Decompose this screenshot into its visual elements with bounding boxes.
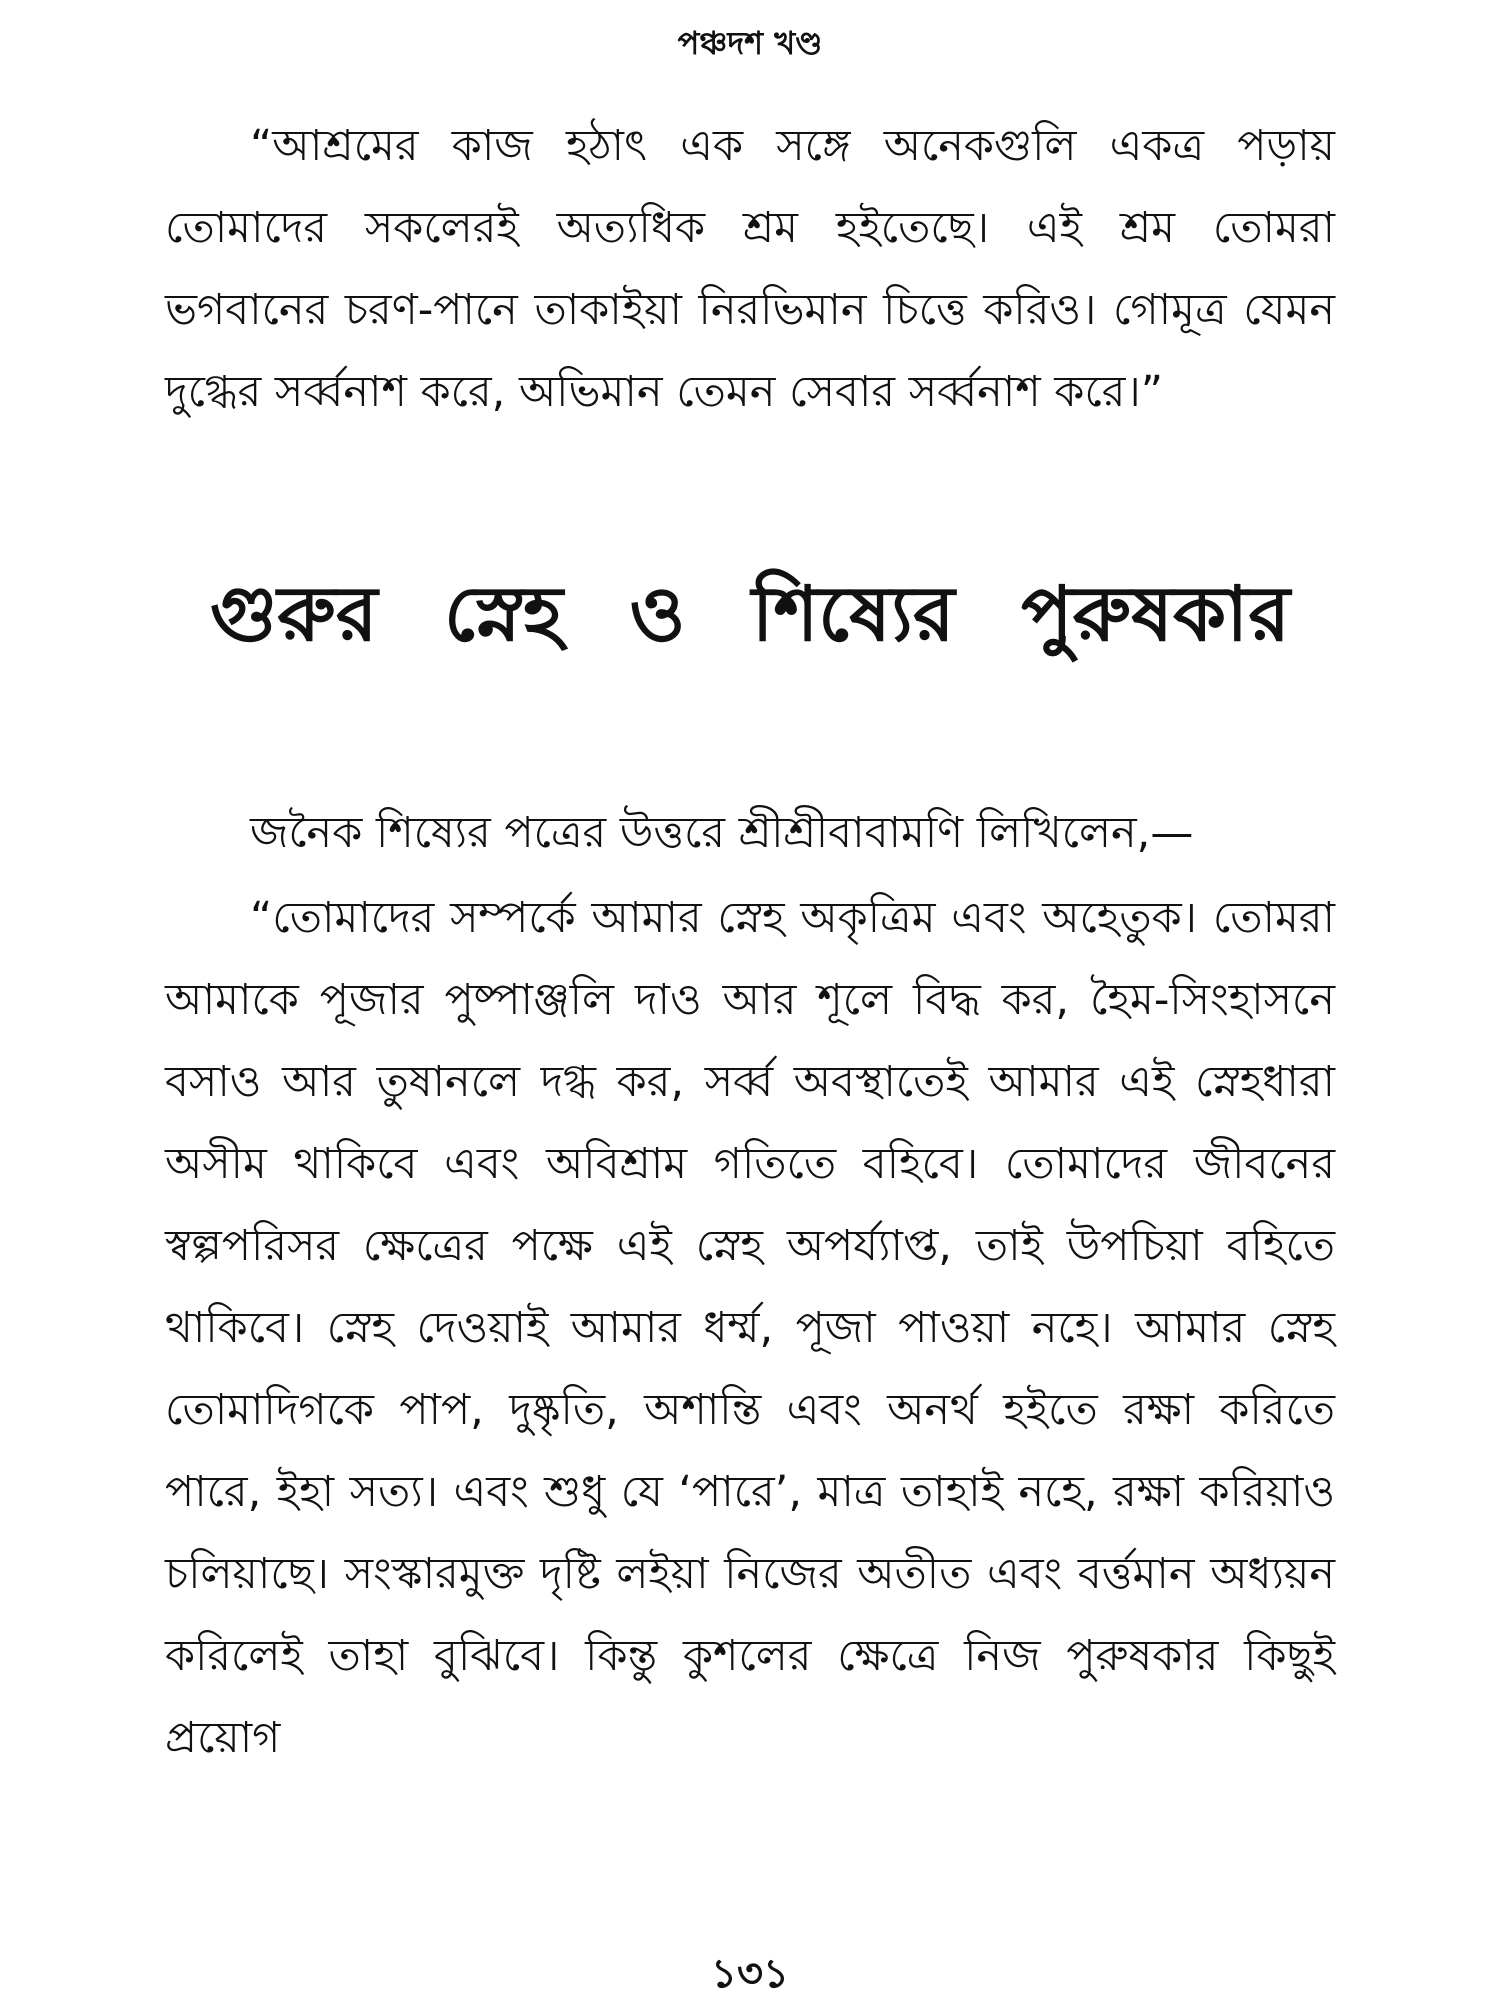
page-number: ১৩১: [711, 1951, 789, 1997]
paragraph-letter-intro: জনৈক শিষ্যের পত্রের উত্তরে শ্রীশ্রীবাবামণি লিখিলেন,—: [250, 808, 1194, 858]
section-heading: গুরুর স্নেহ ও শিষ্যের পুরুষকার: [210, 569, 1290, 658]
paragraph-letter-body: “তোমাদের সম্পর্কে আমার স্নেহ অকৃত্রিম এবং অহেতুক। তোমরা আমাকে পূজার পুষ্পাঞ্জলি দাও আর শূলে বিদ্ধ কর, হৈম-সিংহাসনে বসাও আর তুষানলে দগ্ধ কর, সর্ব্ব অবস্থাতেই আমার এই স্নেহধারা অসীম থাকিবে এবং অবিশ্রাম গতিতে বহিবে। তোমাদের জীবনের স্বল্পপরিসর ক্ষেত্রের পক্ষে এই স্নেহ অপর্য্যাপ্ত, তাই উপচিয়া বহিতে থাকিবে। স্নেহ দেওয়াই আমার ধর্ম্ম, পূজা পাওয়া নহে। আমার স্নেহ তোমাদিগকে পাপ, দুষ্কৃতি, অশান্তি এবং অনর্থ হইতে রক্ষা করিতে পারে, ইহা সত্য। এবং শুধু যে ‘পারে’, মাত্র তাহাই নহে, রক্ষা করিয়াও চলিয়াছে। সংস্কারমুক্ত দৃষ্টি লইয়া নিজের অতীত এবং বর্ত্তমান অধ্যয়ন করিলেই তাহা বুঝিবে। কিন্তু কুশলের ক্ষেত্রে নিজ পুরুষকার কিছুই প্রয়োগ: [165, 893, 1335, 1763]
running-header: পঞ্চদশ খণ্ড: [677, 24, 823, 62]
paragraph-intro-quote: “আশ্রমের কাজ হঠাৎ এক সঙ্গে অনেকগুলি একত্র পড়ায় তোমাদের সকলেরই অত্যধিক শ্রম হইতেছে। এই শ্রম তোমরা ভগবানের চরণ-পানে তাকাইয়া নিরভিমান চিত্তে করিও। গোমূত্র যেমন দুগ্ধের সর্ব্বনাশ করে, অভিমান তেমন সেবার সর্ব্বনাশ করে।”: [165, 121, 1335, 417]
